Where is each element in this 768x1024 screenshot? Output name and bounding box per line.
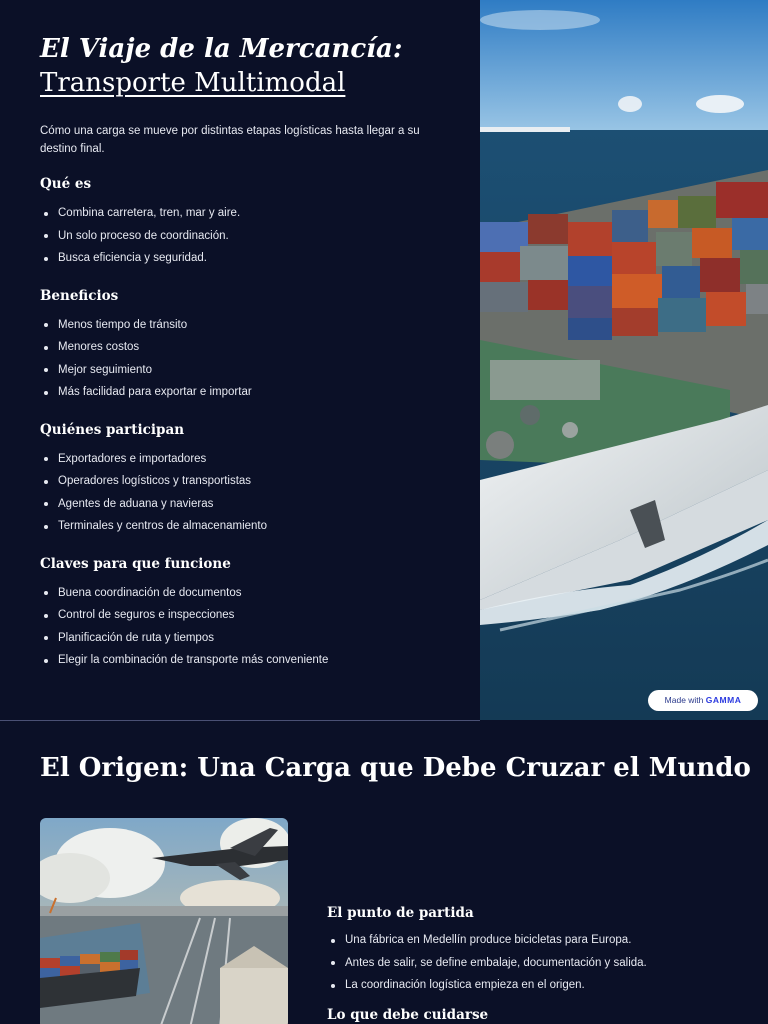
list-item: La coordinación logística empieza en el origen.	[327, 974, 727, 997]
section-que-es	[40, 176, 440, 270]
slide2-title: El Origen: Una Carga que Debe Cruzar el Mundo	[40, 753, 751, 783]
port-airplane-image	[40, 818, 288, 1024]
list-item: Combina carretera, tren, mar y aire.	[40, 202, 440, 225]
list-item: Una fábrica en Medellín produce bicicletas para Europa.	[327, 929, 727, 952]
list-item: Menos tiempo de tránsito	[40, 314, 440, 337]
list-item: Agentes de aduana y navieras	[40, 493, 440, 516]
list-item: Antes de salir, se define embalaje, documentación y salida.	[327, 952, 727, 975]
section-claves	[40, 556, 440, 672]
slide1-title-line2: Transporte Multimodal	[40, 68, 346, 98]
section-heading: Lo que debe cuidarse	[327, 1006, 489, 1023]
list-item: Elegir la combinación de transporte más conveniente	[40, 649, 440, 672]
badge-prefix: Made with	[664, 695, 704, 705]
slide2-text	[327, 905, 727, 1024]
bullet-list	[40, 582, 440, 672]
list-item: Terminales y centros de almacenamiento	[40, 515, 440, 538]
bullet-list	[40, 314, 440, 404]
list-item: Menores costos	[40, 336, 440, 359]
section-heading: Quiénes participan	[40, 421, 185, 438]
list-item: Más facilidad para exportar e importar	[40, 381, 440, 404]
section-heading: Beneficios	[40, 287, 119, 304]
slide1-intro: Cómo una carga se mueve por distintas etapas logísticas hasta llegar a su destino final.	[40, 125, 420, 155]
list-item: Buena coordinación de documentos	[40, 582, 440, 605]
slide1-title-line1: El Viaje de la Mercancía:	[40, 34, 403, 64]
bullet-list	[327, 929, 727, 997]
bullet-list	[40, 448, 440, 538]
list-item: Planificación de ruta y tiempos	[40, 627, 440, 650]
list-item: Control de seguros e inspecciones	[40, 604, 440, 627]
slide1-content	[40, 32, 440, 672]
list-item: Un solo proceso de coordinación.	[40, 225, 440, 248]
list-item: Operadores logísticos y transportistas	[40, 470, 440, 493]
container-ship-image	[480, 0, 768, 720]
made-with-gamma-badge[interactable]	[648, 690, 758, 711]
list-item: Busca eficiencia y seguridad.	[40, 247, 440, 270]
bullet-list	[40, 202, 440, 270]
list-item: Mejor seguimiento	[40, 359, 440, 382]
section-beneficios	[40, 288, 440, 404]
section-heading: Qué es	[40, 176, 92, 192]
slide-el-origen	[0, 721, 768, 1024]
section-heading: Claves para que funcione	[40, 555, 231, 572]
list-item: Exportadores e importadores	[40, 448, 440, 471]
section-quienes-participan	[40, 422, 440, 538]
gamma-logo: GAMMA	[705, 695, 742, 705]
section-heading: El punto de partida	[327, 905, 474, 921]
